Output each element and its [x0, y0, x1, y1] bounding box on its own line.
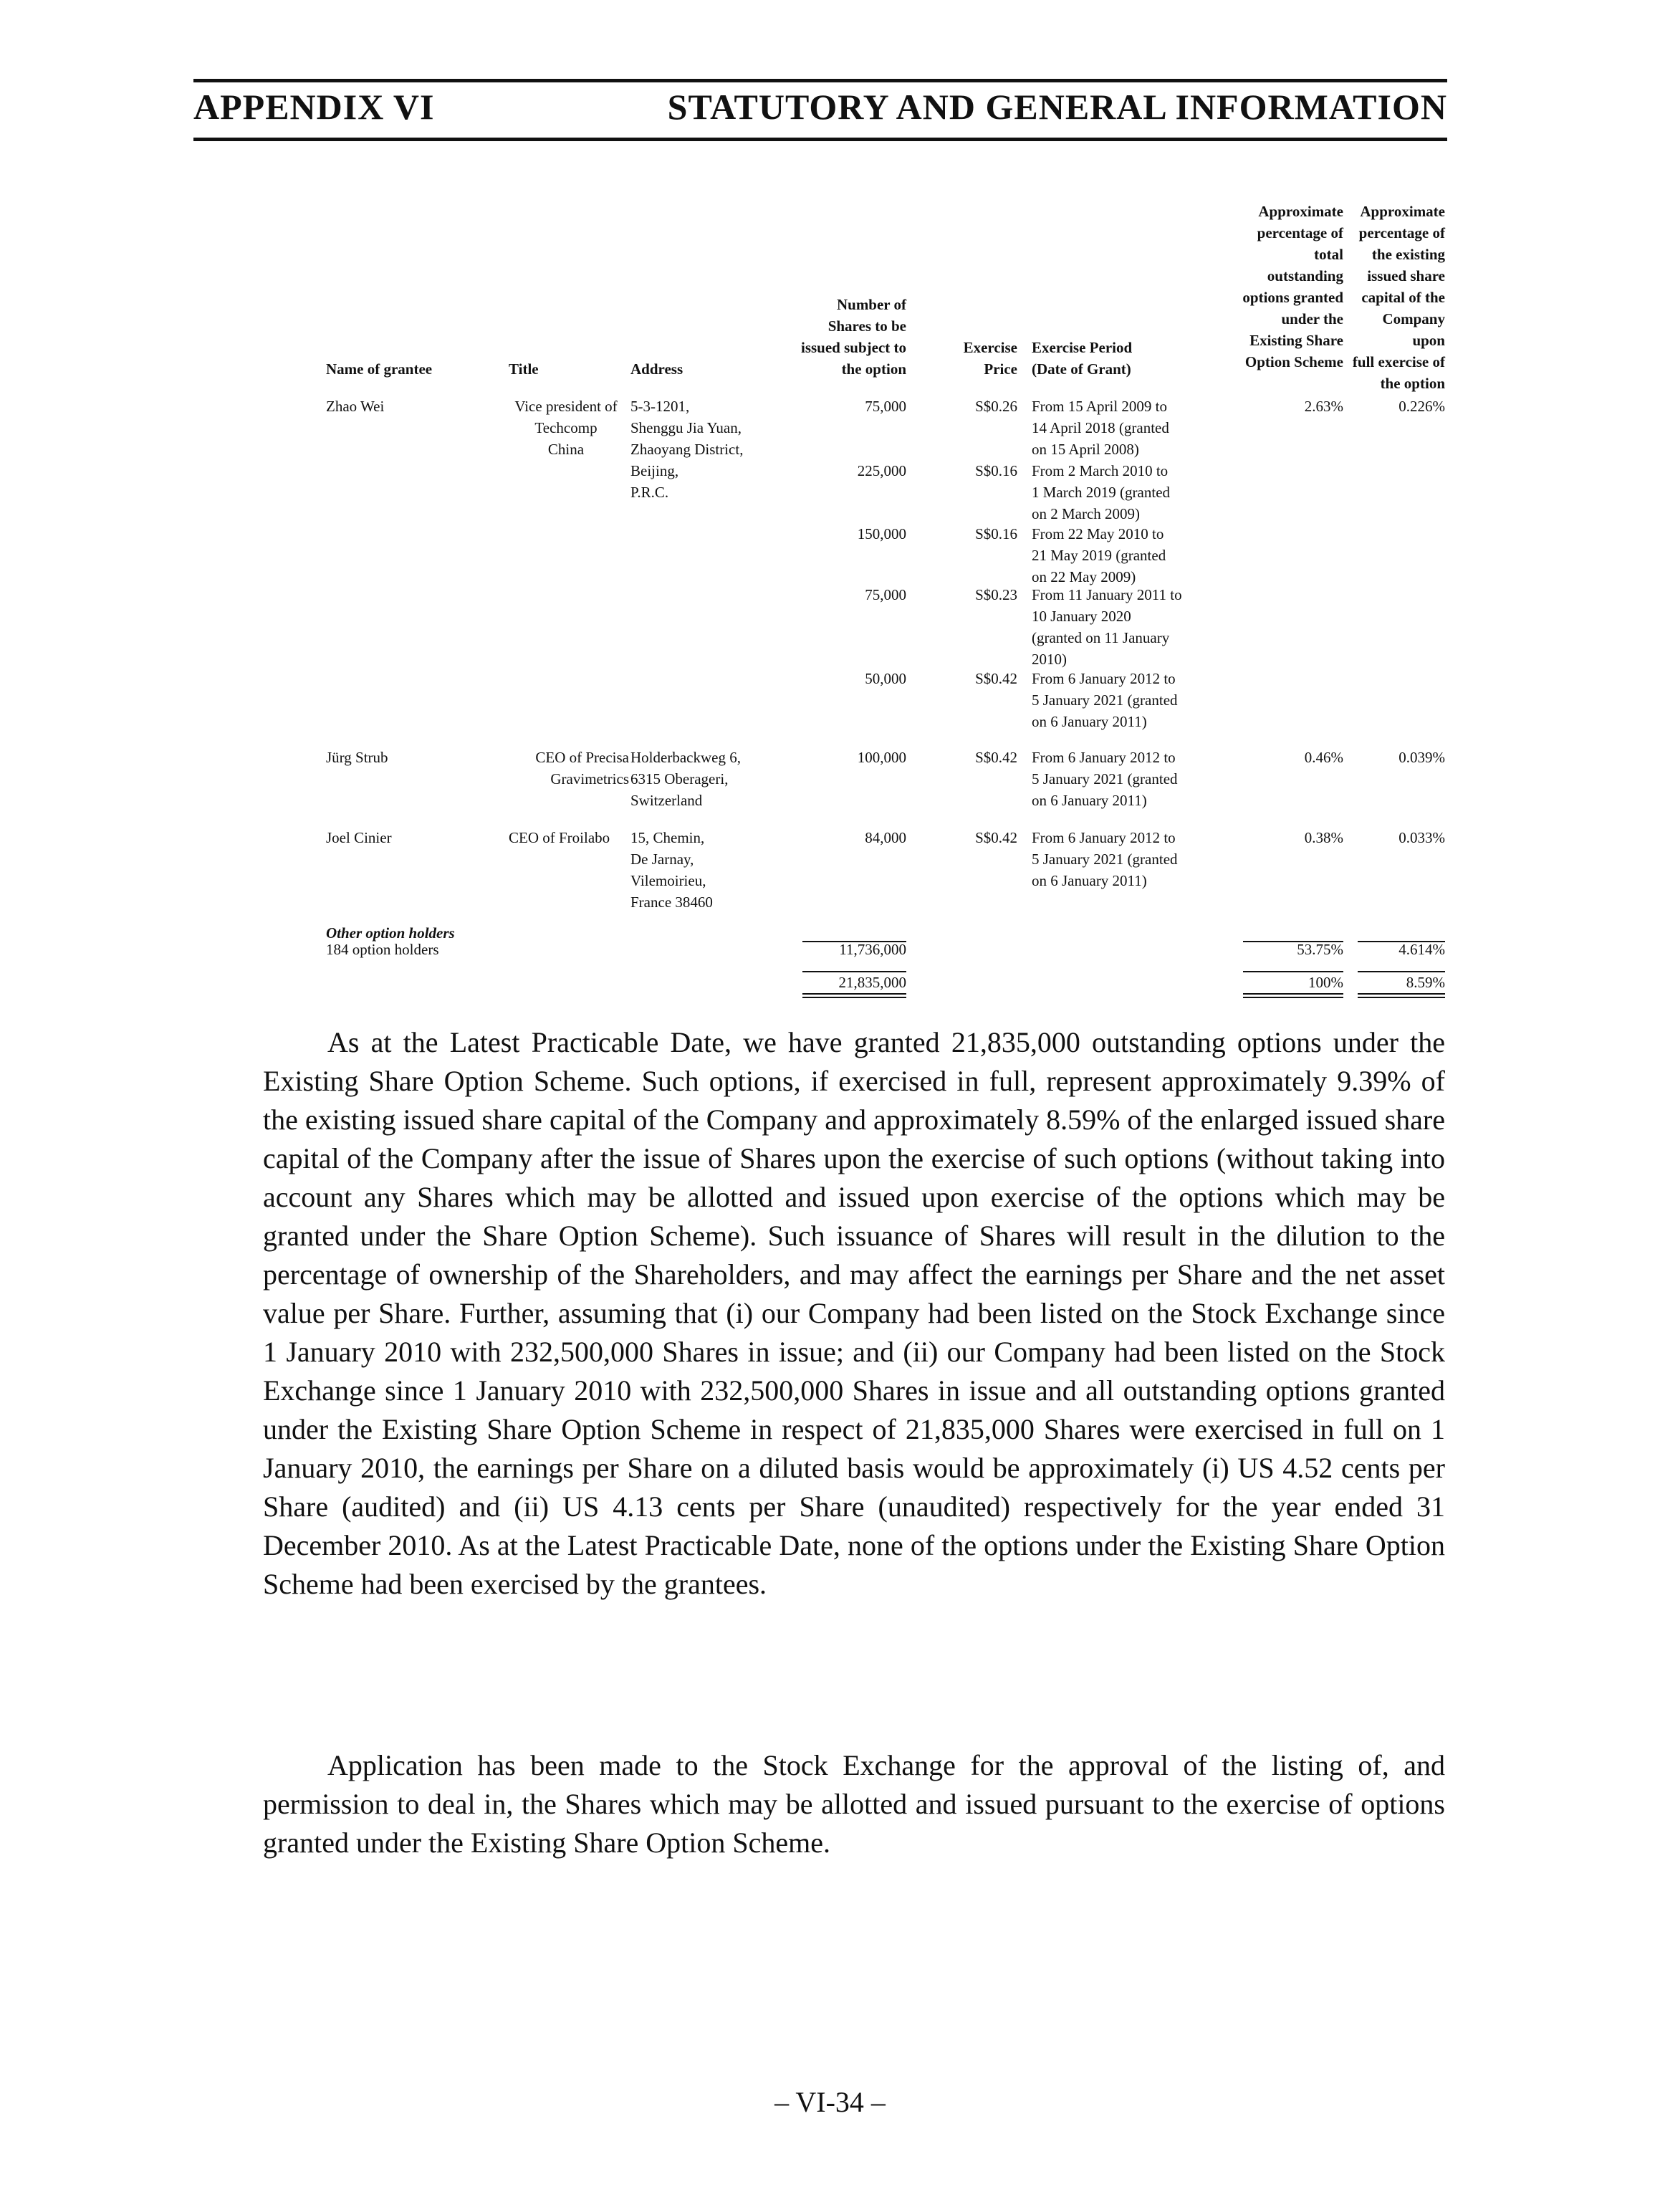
grant-period: From 6 January 2012 to 5 January 2021 (granted on 6 January 2011): [1032, 749, 1178, 809]
grantee-address: Holderbackweg 6, 6315 Oberageri, Switzerland: [630, 749, 741, 809]
grant-price: S$0.16: [975, 462, 1017, 479]
grantee-pct-options: 0.46%: [1304, 749, 1343, 766]
grant-shares: 150,000: [857, 525, 906, 542]
grantee-title: CEO of Froilabo: [509, 829, 610, 846]
col-header-name: Name of grantee: [326, 360, 433, 378]
header-top-rule: [193, 79, 1447, 82]
grantee-address: 15, Chemin, De Jarnay, Vilemoirieu, France 38460: [630, 829, 713, 911]
grantee-name: Joel Cinier: [326, 829, 392, 846]
total-double-rule-pct-capital: [1358, 993, 1445, 995]
col-header-period: Exercise Period (Date of Grant): [1032, 339, 1133, 378]
other-holders-pct-capital: 4.614%: [1398, 941, 1445, 958]
paragraph-text: As at the Latest Practicable Date, we have granted 21,835,000 outstanding options under the Existing Share Option Scheme. Such options, if exercised in full, represent approximately 9.39% of the existing issued share capital of the Company and approximately 8.59% of the enlarged issued share capital of the Company after the issue of Shares upon the exercise of such options (without taking into account any Shares which may be allotted and issued upon exercise of the options which may be granted under the Share Option Scheme). Such issuance of Shares will result in the dilution to the percentage of ownership of the Shareholders, and may affect the earnings per Share and the net asset value per Share. Further, assuming that (i) our Company had been listed on the Stock Exchange since 1 January 2010 with 232,500,000 Shares in issue; and (ii) our Company had been listed on the Stock Exchange since 1 January 2010 with 232,500,000 Shares in issue and all outstanding options granted under the Existing Share Option Scheme in respect of 21,835,000 Shares were exercised in full on 1 January 2010, the earnings per Share on a diluted basis would be approximately (i) US 4.52 cents per Share (audited) and (ii) US 4.13 cents per Share (unaudited) respectively for the year ended 31 December 2010. As at the Latest Practicable Date, none of the options under the Existing Share Option Scheme had been exercised by the grantees.: [263, 1026, 1445, 1600]
other-holders-pct-options: 53.75%: [1297, 941, 1343, 958]
grantee-pct-capital: 0.226%: [1398, 398, 1445, 415]
grant-price: S$0.26: [975, 398, 1017, 415]
total-rule-pct-options: [1243, 971, 1343, 972]
total-double-rule-shares-2: [802, 997, 906, 998]
paragraph-text: Application has been made to the Stock Exchange for the approval of the listing of, and permission to deal in, the Shares which may be allotted and issued pursuant to the exercise of options granted under the Existing Share Option Scheme.: [263, 1749, 1445, 1859]
grantee-pct-capital: 0.033%: [1398, 829, 1445, 846]
total-pct-capital: 8.59%: [1406, 974, 1445, 991]
col-header-pct-capital: Approximate percentage of the existing issued share capital of the Company upon full exercise of the option: [1352, 203, 1445, 392]
grantee-pct-capital: 0.039%: [1398, 749, 1445, 766]
grant-shares: 225,000: [857, 462, 906, 479]
other-holders-label: Other option holders: [326, 924, 455, 942]
grant-price: S$0.42: [975, 670, 1017, 687]
grant-price: S$0.42: [975, 749, 1017, 766]
grant-shares: 100,000: [857, 749, 906, 766]
grantee-title: CEO of Precisa Gravimetrics: [535, 749, 629, 787]
col-header-shares: Number of Shares to be issued subject to the option: [800, 296, 906, 378]
col-header-pct-options: Approximate percentage of total outstanding options granted under the Existing Share Option Scheme: [1242, 203, 1343, 370]
body-paragraph: [263, 1746, 1445, 1862]
page-number: – VI-34 –: [774, 2086, 886, 2118]
grant-shares: 75,000: [865, 586, 906, 603]
total-double-rule-pct-options: [1243, 993, 1343, 995]
grantee-pct-options: 0.38%: [1304, 829, 1343, 846]
col-header-title: Title: [509, 360, 539, 378]
share-option-table: [326, 201, 1445, 1010]
grant-period: From 2 March 2010 to 1 March 2019 (granted on 2 March 2009): [1032, 462, 1171, 522]
total-double-rule-pct-capital-2: [1358, 997, 1445, 998]
grant-shares: 84,000: [865, 829, 906, 846]
col-header-address: Address: [630, 360, 683, 378]
grant-period: From 15 April 2009 to 14 April 2018 (granted on 15 April 2008): [1032, 398, 1169, 458]
grant-period: From 11 January 2011 to 10 January 2020 (granted on 11 January 2010): [1032, 586, 1182, 668]
header-bottom-rule: [193, 138, 1447, 141]
grantee-pct-options: 2.63%: [1304, 398, 1343, 415]
grantee-name: Jürg Strub: [326, 749, 388, 766]
total-shares: 21,835,000: [838, 974, 906, 991]
grantee-title: Vice president of Techcomp China: [514, 398, 618, 458]
appendix-label: APPENDIX VI: [193, 87, 435, 127]
grant-period: From 6 January 2012 to 5 January 2021 (granted on 6 January 2011): [1032, 829, 1178, 889]
body-paragraph: [263, 1023, 1445, 1604]
grantee-name: Zhao Wei: [326, 398, 385, 415]
grantee-address: 5-3-1201, Shenggu Jia Yuan, Zhaoyang District, Beijing, P.R.C.: [630, 398, 744, 501]
col-header-price: Exercise Price: [963, 339, 1017, 378]
grant-price: S$0.16: [975, 525, 1017, 542]
other-holders-desc: 184 option holders: [326, 941, 439, 958]
grant-shares: 75,000: [865, 398, 906, 415]
grant-price: S$0.42: [975, 829, 1017, 846]
total-double-rule-shares: [802, 993, 906, 995]
total-double-rule-pct-options-2: [1243, 997, 1343, 998]
total-pct-options: 100%: [1308, 974, 1343, 991]
grant-period: From 22 May 2010 to 21 May 2019 (granted on 22 May 2009): [1032, 525, 1166, 585]
total-rule-pct-capital: [1358, 971, 1445, 972]
grant-period: From 6 January 2012 to 5 January 2021 (granted on 6 January 2011): [1032, 670, 1178, 730]
total-rule-shares: [802, 971, 906, 972]
grant-price: S$0.23: [975, 586, 1017, 603]
section-title: STATUTORY AND GENERAL INFORMATION: [667, 87, 1447, 127]
grant-shares: 50,000: [865, 670, 906, 687]
other-holders-shares: 11,736,000: [839, 941, 906, 958]
